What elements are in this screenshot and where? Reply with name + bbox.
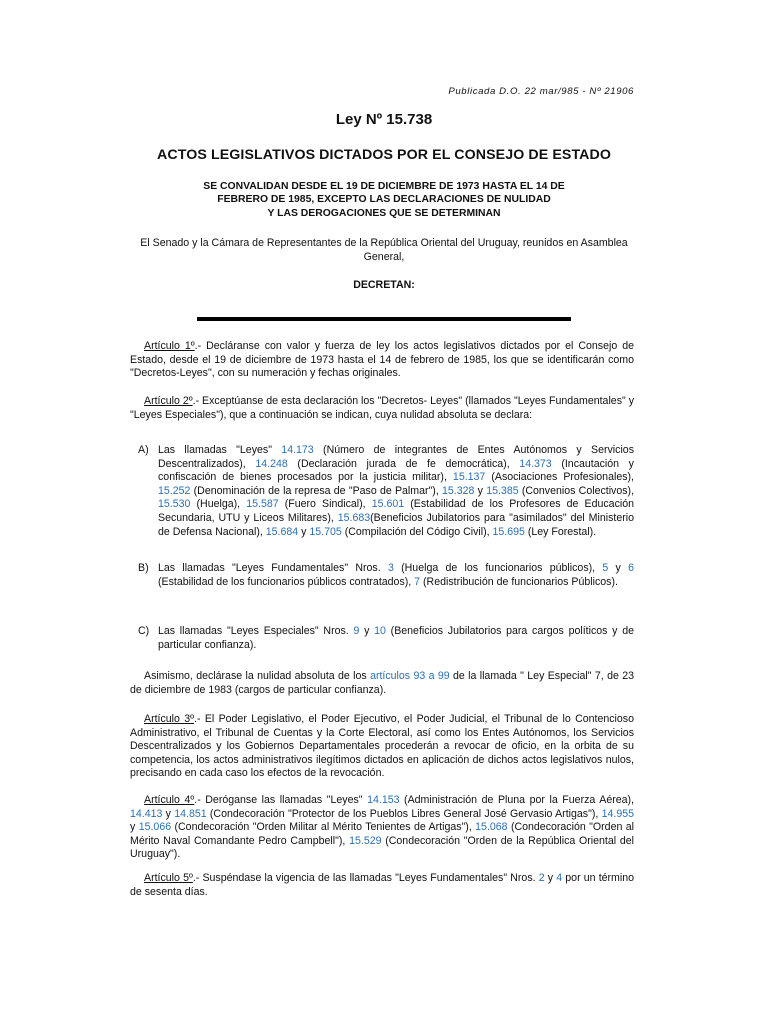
text: (Declaración jurada de fe democrática), <box>287 457 520 470</box>
text: (Huelga), <box>190 498 247 511</box>
law-link[interactable]: 15.328 <box>442 484 475 497</box>
text: y <box>298 525 310 538</box>
law-link[interactable]: 2 <box>538 872 545 884</box>
law-link[interactable]: 15.530 <box>158 498 191 511</box>
text: y <box>608 562 629 574</box>
text: (Condecoración "Orden Militar al Mérito Tenientes de Artigas"), <box>171 821 476 834</box>
law-link[interactable]: 15.385 <box>486 484 519 497</box>
text: (Denominación de la represa de "Paso de Palmar"), <box>190 484 443 497</box>
law-link[interactable]: 14.955 <box>601 807 634 820</box>
law-link[interactable]: 15.066 <box>138 821 172 834</box>
law-link[interactable]: 3 <box>387 562 394 574</box>
list-marker: A) <box>138 444 149 456</box>
law-link[interactable]: artículos 93 a 99 <box>370 670 450 682</box>
article-1 <box>130 340 634 381</box>
list-item-text <box>158 562 634 589</box>
law-link[interactable]: 15.068 <box>475 821 508 834</box>
text: (Ley Forestal). <box>524 525 597 538</box>
text: (Condecoración "Protector de los Pueblos Libres General José Gervasio Artigas"), <box>206 807 602 820</box>
law-link[interactable]: 15.529 <box>349 834 382 847</box>
law-link[interactable]: 4 <box>556 872 563 884</box>
law-link[interactable]: 15.587 <box>246 498 279 511</box>
text: Las llamadas "Leyes" <box>158 444 282 456</box>
law-link[interactable]: 7 <box>414 575 421 588</box>
text: (Incautación y confiscación de bienes procesados por la justicia militar), <box>158 457 634 484</box>
text: Las llamadas "Leyes Fundamentales" Nros. <box>158 562 388 574</box>
summary-line: FEBRERO DE 1985, EXCEPTO LAS DECLARACIONES DE NULIDAD <box>217 194 551 206</box>
text: .- Suspéndase la vigencia de las llamadas "Leyes Fundamentales" Nros. <box>192 872 539 884</box>
publication-note: Publicada D.O. 22 mar/985 - Nº 21906 <box>448 86 634 97</box>
text: (Redistribución de funcionarios Públicos). <box>420 575 618 588</box>
list-marker: B) <box>138 562 149 574</box>
text: de la llamada " Ley Especial" 7, de 23 de diciembre de 1983 (cargos de particular confianza). <box>130 670 634 696</box>
asimismo-paragraph <box>130 670 634 697</box>
article-label[interactable]: Artículo 4º <box>144 794 195 806</box>
law-link[interactable]: 5 <box>602 562 609 574</box>
summary-line: Y LAS DEROGACIONES QUE SE DETERMINAN <box>267 207 501 219</box>
article-2 <box>130 395 634 422</box>
text: (Estabilidad de los Profesores de Educación Secundaria, UTU y Liceos Militares), <box>158 498 634 524</box>
horizontal-rule <box>197 317 571 321</box>
text: y <box>162 807 175 820</box>
law-link[interactable]: 14.248 <box>255 457 288 470</box>
article-5 <box>130 872 634 899</box>
law-link[interactable]: 14.413 <box>130 807 163 820</box>
article-label[interactable]: Artículo 2º <box>144 395 193 407</box>
law-link[interactable]: 14.373 <box>519 457 552 470</box>
list-item-text <box>158 625 634 652</box>
text: por un término de sesenta días. <box>130 872 635 898</box>
text: y <box>359 625 375 637</box>
law-link[interactable]: 15.683 <box>337 511 371 524</box>
enacting-clause: El Senado y la Cámara de Representantes de la República Oriental del Uruguay, reunidos en Asamblea General, <box>140 237 628 263</box>
law-subtitle: ACTOS LEGISLATIVOS DICTADOS POR EL CONSEJO DE ESTADO <box>157 147 611 163</box>
text: (Número de integrantes de Entes Autónomos y Servicios Descentralizados), <box>158 444 634 470</box>
text: (Huelga de los funcionarios públicos), <box>393 562 603 574</box>
text: (Condecoración "Orden al Mérito Naval Comandante Pedro Campbell"), <box>130 821 634 847</box>
law-link[interactable]: 15.137 <box>452 471 486 484</box>
text: .- Deróganse las llamadas "Leyes" <box>194 794 368 806</box>
text: (Estabilidad de los funcionarios públicos contratados), <box>158 575 415 588</box>
decretan-heading: DECRETAN: <box>353 279 415 291</box>
text: y <box>474 484 487 497</box>
law-link[interactable]: 15.705 <box>309 525 342 538</box>
list-item-text <box>158 444 634 539</box>
text: y <box>130 821 139 834</box>
article-label[interactable]: Artículo 1º <box>144 340 195 352</box>
article-label[interactable]: Artículo 3º <box>144 713 195 725</box>
text: (Beneficios Jubilatorios para cargos políticos y de particular confianza). <box>158 625 634 651</box>
law-link[interactable]: 10 <box>374 625 386 637</box>
text: Asimismo, declárase la nulidad absoluta de los <box>144 670 371 682</box>
law-link[interactable]: 6 <box>628 562 635 574</box>
list-marker: C) <box>138 625 150 637</box>
list-item-a <box>138 444 634 539</box>
article-text: .- El Poder Legislativo, el Poder Ejecutivo, el Poder Judicial, el Tribunal de lo Contencioso Administrativo, el Tribunal de Cuentas y la Corte Electoral, así como los Entes Autónomos, los Servicios Descentralizados y los Gobiernos Departamentales procederán a revocar de oficio, en la orbita de su competencia, los actos administrativos ilegítimos dictados en aplicación de dichos actos legislativos nulos, precisando en cada caso los efectos de la revocación. <box>130 713 634 780</box>
text: (Beneficios Jubilatorios para "asimilados" del Ministerio de Defensa Nacional), <box>158 511 634 538</box>
text: (Condecoración "Orden de la República Oriental del Uruguay"). <box>130 834 634 861</box>
article-3 <box>130 713 634 781</box>
law-link[interactable]: 14.173 <box>281 444 314 456</box>
law-link[interactable]: 15.252 <box>158 484 191 497</box>
list-item-b <box>138 562 634 589</box>
law-summary <box>130 180 638 220</box>
article-4 <box>130 794 634 862</box>
list-item-c <box>138 625 634 652</box>
text: (Fuero Sindical), <box>278 498 372 511</box>
text: y <box>544 872 557 884</box>
law-link[interactable]: 9 <box>353 625 360 637</box>
law-link[interactable]: 15.695 <box>492 525 525 538</box>
summary-line: SE CONVALIDAN DESDE EL 19 DE DICIEMBRE DE 1973 HASTA EL 14 DE <box>203 181 565 192</box>
law-link[interactable]: 14.851 <box>174 807 207 820</box>
law-link[interactable]: 15.684 <box>265 525 299 538</box>
article-text: .- Exceptúanse de esta declaración los "Decretos- Leyes" (llamados "Leyes Fundamentales" y "Leyes Especiales"), que a continuación se indican, cuya nulidad absoluta se declara: <box>130 395 634 421</box>
law-title: Ley Nº 15.738 <box>335 111 433 128</box>
text: (Convenios Colectivos), <box>518 484 635 497</box>
text: (Administración de Pluna por la Fuerza Aérea), <box>399 794 634 806</box>
text: (Compilación del Código Civil), <box>341 525 493 538</box>
law-link[interactable]: 15.601 <box>371 498 405 511</box>
text: Las llamadas "Leyes Especiales" Nros. <box>158 625 354 637</box>
law-link[interactable]: 14.153 <box>367 794 400 806</box>
article-text: .- Decláranse con valor y fuerza de ley los actos legislativos dictados por el Consejo de Estado, desde el 19 de diciembre de 1973 hasta el 14 de febrero de 1985, los que se identificarán como "Decretos-Leyes", con su numeración y fechas originales. <box>130 340 635 380</box>
text: (Asociaciones Profesionales), <box>485 471 634 484</box>
article-label[interactable]: Artículo 5º <box>144 872 193 884</box>
